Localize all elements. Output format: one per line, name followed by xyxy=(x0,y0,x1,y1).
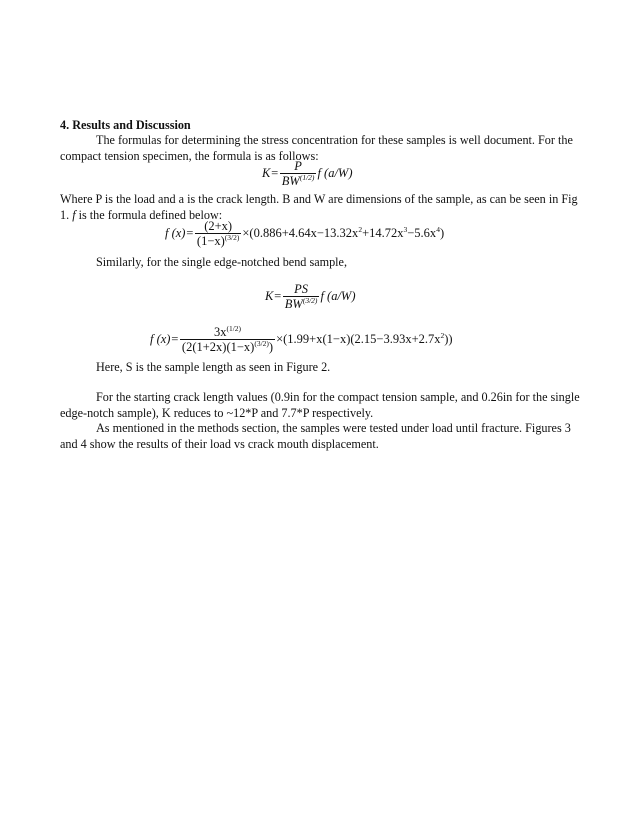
paragraph-variables-f: f xyxy=(72,207,76,222)
eq2-rhs-a: ×(0.886+4.64x−13.32x xyxy=(242,225,359,240)
eq2-rhs-c: −5.6x xyxy=(407,225,437,240)
eq1-den-base: BW xyxy=(281,174,300,188)
paragraph-intro: The formulas for determining the stress concentration for these samples is well document. For the compact tension specimen, the formula is as follows: xyxy=(60,133,573,163)
eq2-den-exponent: (3/2) xyxy=(224,233,240,242)
eq1-fraction xyxy=(280,160,317,188)
equation-f-compact-tension xyxy=(165,220,444,248)
paragraph-sample-length: Here, S is the sample length as seen in Figure 2. xyxy=(96,360,331,374)
eq2-rhs-b: +14.72x xyxy=(362,225,404,240)
section-heading: 4. Results and Discussion xyxy=(60,118,191,132)
eq2-den-base: (1−x) xyxy=(196,234,225,248)
eq4-rhs-exp1: 2 xyxy=(440,330,445,340)
paragraph-sen-intro: Similarly, for the single edge-notched bend sample, xyxy=(96,255,348,269)
eq4-den-exponent: (3/2) xyxy=(254,339,269,348)
eq4-num-base: 3x xyxy=(213,325,227,339)
eq1-denominator xyxy=(280,174,317,188)
paragraph-variables-text-b: is the formula defined below: xyxy=(75,207,223,222)
eq3-den-exponent: (3/2) xyxy=(302,296,318,305)
eq2-numerator: (2+x) xyxy=(195,220,241,234)
eq3-fraction xyxy=(283,283,320,311)
eq2-rhs-exp3: 4 xyxy=(436,224,440,234)
eq1-lhs: K= xyxy=(262,165,279,180)
eq4-denominator xyxy=(180,340,275,354)
eq2-denominator xyxy=(195,234,241,248)
paragraph-methods: As mentioned in the methods section, the samples were tested under load until fracture. Figures 3 and 4 show the results of their load vs crack mouth displacement. xyxy=(60,421,571,451)
eq3-denominator xyxy=(283,297,320,311)
equation-k-single-edge-notch xyxy=(265,283,356,311)
eq4-den-base: (2(1+2x)(1−x) xyxy=(181,340,255,354)
eq2-lhs: f (x)= xyxy=(165,225,194,240)
eq2-rhs-d: ) xyxy=(439,225,445,240)
eq1-numerator: P xyxy=(280,160,317,174)
eq4-rhs-b: )) xyxy=(444,331,453,346)
paragraph-variables-text-a: Where P is the load and a is the crack length. B and W are dimensions of the sample, as can be seen in Fig 1. xyxy=(60,192,578,222)
eq4-fraction xyxy=(180,326,275,354)
eq2-rhs-exp1: 2 xyxy=(358,224,363,234)
eq4-numerator xyxy=(180,326,275,340)
eq3-lhs: K= xyxy=(265,288,282,303)
eq4-lhs: f (x)= xyxy=(150,331,179,346)
equation-k-compact-tension xyxy=(262,160,353,188)
eq4-den-close: ) xyxy=(268,340,274,354)
eq3-rhs: f (a/W) xyxy=(320,288,356,303)
eq4-num-exponent: (1/2) xyxy=(226,324,242,333)
eq2-fraction xyxy=(195,220,241,248)
eq3-numerator: PS xyxy=(283,283,320,297)
eq4-rhs-a: ×(1.99+x(1−x)(2.15−3.93x+2.7x xyxy=(276,331,441,346)
eq1-den-exponent: (1/2) xyxy=(299,173,315,182)
eq1-rhs: f (a/W) xyxy=(317,165,353,180)
equation-f-single-edge-notch xyxy=(150,326,453,354)
eq2-rhs-exp2: 3 xyxy=(403,224,408,234)
paragraph-crack-length: For the starting crack length values (0.9in for the compact tension sample, and 0.26in for the single edge-notch sample), K reduces to ~12*P and 7.7*P respectively. xyxy=(60,390,580,420)
eq3-den-base: BW xyxy=(284,297,303,311)
paragraph-variables xyxy=(60,192,580,223)
